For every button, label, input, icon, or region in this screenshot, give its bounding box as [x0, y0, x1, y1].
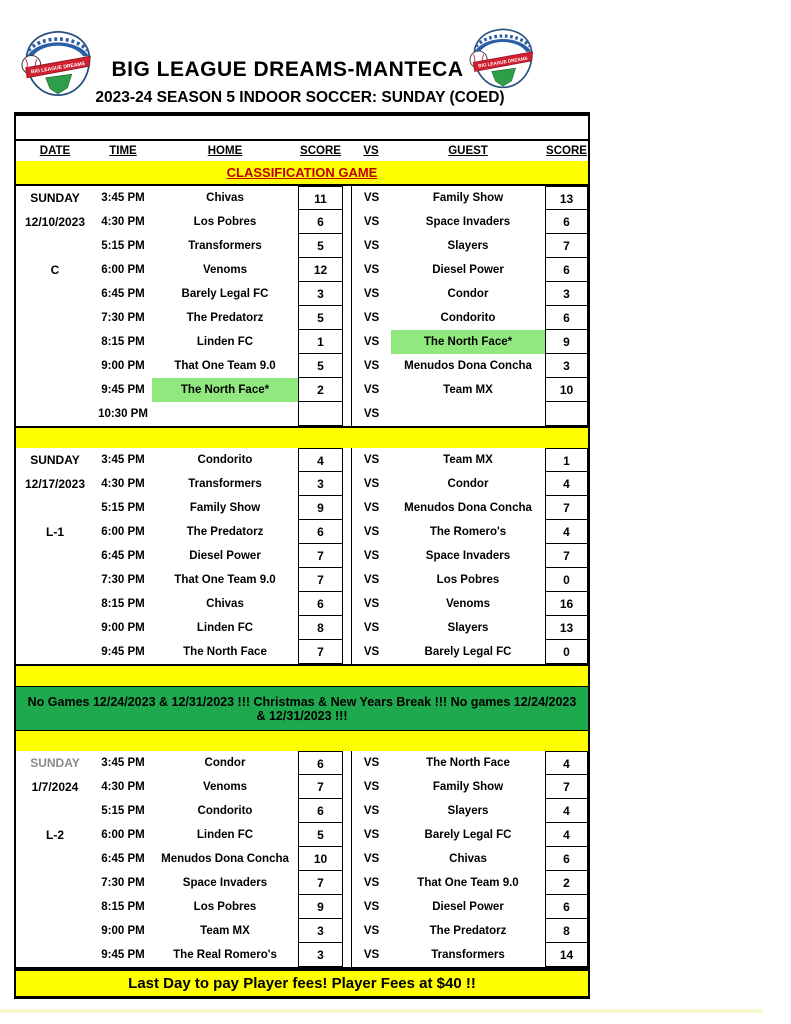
time-cell: 6:00 PM: [101, 264, 145, 276]
guest-team-cell: Diesel Power: [432, 264, 504, 276]
vs-cell: VS: [351, 210, 391, 234]
home-score-box: 11: [298, 186, 343, 210]
home-team-cell: Family Show: [189, 502, 261, 514]
vs-cell: VS: [351, 448, 391, 472]
time-cell: 6:45 PM: [101, 853, 145, 865]
home-score-box: 5: [298, 234, 343, 258]
home-team-cell: Team MX: [200, 925, 250, 937]
guest-team-cell: The North Face*: [391, 330, 545, 354]
home-team-cell: Venoms: [202, 264, 248, 276]
time-cell: 3:45 PM: [101, 757, 145, 769]
game-row: [16, 306, 588, 330]
home-team-cell: Los Pobres: [193, 901, 257, 913]
home-team-cell: Linden FC: [196, 336, 254, 348]
home-score-box: 9: [298, 496, 343, 520]
home-score-box: 7: [298, 871, 343, 895]
guest-score-box: 6: [545, 847, 588, 871]
vs-cell: VS: [351, 568, 391, 592]
game-row: [16, 775, 588, 799]
guest-score-box: 4: [545, 472, 588, 496]
date-cell: [16, 354, 94, 378]
vs-cell: VS: [351, 544, 391, 568]
home-score-box: 9: [298, 895, 343, 919]
home-score-box: 5: [298, 306, 343, 330]
game-row: [16, 823, 588, 847]
column-gap: [343, 210, 351, 234]
home-team-cell: The Real Romero's: [173, 949, 277, 961]
date-cell: [16, 616, 94, 640]
logo-banner-text: BIG LEAGUE DREAMS: [477, 55, 529, 69]
date-cell: [16, 282, 94, 306]
guest-score-box: 8: [545, 919, 588, 943]
column-gap: [343, 919, 351, 943]
guest-team-cell: Menudos Dona Concha: [404, 360, 532, 372]
game-row: [16, 448, 588, 472]
date-cell: [16, 943, 94, 967]
home-team-cell: Linden FC: [196, 622, 254, 634]
col-header-home: HOME: [207, 145, 243, 157]
vs-cell: VS: [351, 775, 391, 799]
vs-cell: VS: [351, 258, 391, 282]
home-team-cell: [152, 402, 298, 426]
guest-score-box: 1: [545, 448, 588, 472]
guest-team-cell: Condor: [447, 478, 489, 490]
home-team-cell: Transformers: [188, 478, 262, 490]
time-cell: 9:00 PM: [101, 360, 145, 372]
page-bottom-strip: [0, 1009, 763, 1013]
game-row: [16, 640, 588, 664]
time-cell: 4:30 PM: [101, 478, 145, 490]
guest-team-cell: Family Show: [432, 781, 504, 793]
guest-score-box: 3: [545, 354, 588, 378]
home-team-cell: Los Pobres: [193, 216, 257, 228]
time-cell: 10:30 PM: [98, 408, 148, 420]
game-row: [16, 847, 588, 871]
time-cell: 5:15 PM: [101, 805, 145, 817]
date-cell: [16, 306, 94, 330]
game-row: [16, 751, 588, 775]
vs-cell: VS: [351, 472, 391, 496]
home-score-box: 12: [298, 258, 343, 282]
round-code-label: L-1: [46, 525, 64, 539]
guest-score-box: 13: [545, 186, 588, 210]
game-row: [16, 234, 588, 258]
vs-cell: VS: [351, 402, 391, 426]
time-cell: 9:45 PM: [101, 949, 145, 961]
column-gap: [343, 282, 351, 306]
column-gap: [343, 306, 351, 330]
date-cell: [16, 568, 94, 592]
week-section-2: [16, 448, 588, 666]
game-row: [16, 186, 588, 210]
holiday-break-banner: No Games 12/24/2023 & 12/31/2023 !!! Christmas & New Years Break !!! No games 12/24/2023 & 12/31/2023 !!!: [16, 686, 588, 731]
vs-cell: VS: [351, 496, 391, 520]
column-header-row: [16, 141, 588, 161]
date-cell: [16, 402, 94, 426]
date-cell: [16, 895, 94, 919]
guest-score-box: 0: [545, 568, 588, 592]
home-score-box: 3: [298, 472, 343, 496]
date-label: 12/17/2023: [24, 477, 86, 491]
guest-team-cell: Barely Legal FC: [424, 829, 512, 841]
guest-score-box: 4: [545, 751, 588, 775]
day-label: SUNDAY: [30, 756, 80, 770]
column-gap: [343, 751, 351, 775]
guest-team-cell: Team MX: [443, 454, 493, 466]
home-score-box: 7: [298, 544, 343, 568]
home-team-cell: That One Team 9.0: [174, 360, 276, 372]
column-gap: [343, 544, 351, 568]
guest-score-box: 10: [545, 378, 588, 402]
guest-team-cell: Space Invaders: [425, 216, 511, 228]
home-score-box: 4: [298, 448, 343, 472]
column-gap: [343, 186, 351, 210]
time-cell: 6:45 PM: [101, 288, 145, 300]
home-team-cell: Space Invaders: [182, 877, 268, 889]
column-gap: [343, 823, 351, 847]
empty-top-row: [16, 116, 588, 141]
column-gap: [343, 234, 351, 258]
home-score-box: 6: [298, 210, 343, 234]
vs-cell: VS: [351, 871, 391, 895]
home-score-box: 5: [298, 823, 343, 847]
column-gap: [343, 847, 351, 871]
home-score-box: 5: [298, 354, 343, 378]
guest-team-cell: Space Invaders: [425, 550, 511, 562]
game-row: [16, 568, 588, 592]
column-gap: [343, 871, 351, 895]
date-cell: [16, 640, 94, 664]
guest-team-cell: Chivas: [449, 853, 487, 865]
home-team-cell: Linden FC: [196, 829, 254, 841]
home-score-box: [298, 402, 343, 426]
vs-cell: VS: [351, 823, 391, 847]
time-cell: 9:45 PM: [101, 646, 145, 658]
round-code-label: L-2: [46, 828, 64, 842]
col-header-time: TIME: [109, 145, 137, 157]
guest-score-box: 6: [545, 210, 588, 234]
day-label: SUNDAY: [30, 453, 80, 467]
home-team-cell: Chivas: [206, 192, 244, 204]
guest-team-cell: Barely Legal FC: [424, 646, 512, 658]
time-cell: 8:15 PM: [101, 336, 145, 348]
time-cell: 7:30 PM: [101, 574, 145, 586]
page-subtitle: 2023-24 SEASON 5 INDOOR SOCCER: SUNDAY (COED): [95, 89, 505, 106]
game-row: [16, 210, 588, 234]
time-cell: 7:30 PM: [101, 312, 145, 324]
time-cell: 4:30 PM: [101, 216, 145, 228]
game-row: [16, 799, 588, 823]
vs-cell: VS: [351, 330, 391, 354]
guest-score-box: 0: [545, 640, 588, 664]
guest-team-cell: Condorito: [440, 312, 496, 324]
guest-score-box: 7: [545, 544, 588, 568]
home-score-box: 3: [298, 282, 343, 306]
time-cell: 8:15 PM: [101, 598, 145, 610]
vs-cell: VS: [351, 592, 391, 616]
column-gap: [343, 799, 351, 823]
col-header-date: DATE: [39, 145, 71, 157]
home-team-cell: Condor: [204, 757, 246, 769]
game-row: [16, 544, 588, 568]
time-cell: 4:30 PM: [101, 781, 145, 793]
home-team-cell: That One Team 9.0: [174, 574, 276, 586]
time-cell: 3:45 PM: [101, 192, 145, 204]
game-row: [16, 871, 588, 895]
home-score-box: 7: [298, 568, 343, 592]
game-row: [16, 616, 588, 640]
date-cell: [16, 799, 94, 823]
guest-team-cell: The Predatorz: [429, 925, 507, 937]
game-row: [16, 354, 588, 378]
time-cell: 7:30 PM: [101, 877, 145, 889]
game-row: [16, 592, 588, 616]
guest-team-cell: Los Pobres: [436, 574, 500, 586]
column-gap: [343, 378, 351, 402]
home-team-cell: Condorito: [197, 805, 253, 817]
vs-cell: VS: [351, 616, 391, 640]
date-cell: [16, 496, 94, 520]
column-gap: [343, 640, 351, 664]
classification-game-banner: CLASSIFICATION GAME: [16, 161, 588, 186]
date-label: 12/10/2023: [24, 215, 86, 229]
date-cell: [16, 847, 94, 871]
schedule-sheet: [14, 112, 590, 999]
time-cell: 9:00 PM: [101, 622, 145, 634]
home-score-box: 10: [298, 847, 343, 871]
column-gap: [343, 775, 351, 799]
column-gap: [343, 568, 351, 592]
column-gap: [343, 472, 351, 496]
vs-cell: VS: [351, 895, 391, 919]
guest-score-box: 4: [545, 520, 588, 544]
home-score-box: 7: [298, 640, 343, 664]
game-row: [16, 919, 588, 943]
game-row: [16, 282, 588, 306]
yellow-separator: [16, 666, 588, 686]
home-score-box: 6: [298, 520, 343, 544]
column-gap: [343, 330, 351, 354]
home-team-cell: Chivas: [206, 598, 244, 610]
home-score-box: 6: [298, 751, 343, 775]
home-team-cell: The North Face: [183, 646, 267, 658]
home-team-cell: Venoms: [202, 781, 248, 793]
day-label: SUNDAY: [30, 191, 80, 205]
guest-team-cell: Transformers: [431, 949, 505, 961]
big-league-dreams-logo: [18, 26, 98, 98]
week-section-3: [16, 751, 588, 969]
home-team-cell: The North Face*: [152, 378, 298, 402]
col-header-vs: VS: [363, 145, 379, 157]
home-team-cell: Condorito: [197, 454, 253, 466]
column-gap: [343, 592, 351, 616]
home-score-box: 1: [298, 330, 343, 354]
logo-banner-text: BIG LEAGUE DREAMS: [30, 60, 86, 76]
week-section-1: [16, 186, 588, 428]
date-cell: [16, 871, 94, 895]
vs-cell: VS: [351, 799, 391, 823]
guest-team-cell: Menudos Dona Concha: [404, 502, 532, 514]
guest-score-box: 7: [545, 775, 588, 799]
date-label: 1/7/2024: [31, 780, 79, 794]
guest-score-box: 4: [545, 823, 588, 847]
guest-score-box: [545, 402, 588, 426]
date-cell: [16, 234, 94, 258]
col-header-guest: GUEST: [448, 145, 488, 157]
guest-team-cell: Family Show: [432, 192, 504, 204]
round-code-label: C: [50, 263, 60, 277]
column-gap: [343, 943, 351, 967]
home-score-box: 3: [298, 943, 343, 967]
column-gap: [343, 520, 351, 544]
time-cell: 8:15 PM: [101, 901, 145, 913]
home-score-box: 6: [298, 799, 343, 823]
guest-score-box: 6: [545, 258, 588, 282]
guest-score-box: 16: [545, 592, 588, 616]
guest-team-cell: Diesel Power: [432, 901, 504, 913]
guest-score-box: 14: [545, 943, 588, 967]
time-cell: 5:15 PM: [101, 502, 145, 514]
vs-cell: VS: [351, 306, 391, 330]
date-cell: [16, 919, 94, 943]
column-gap: [343, 402, 351, 426]
game-row: [16, 895, 588, 919]
yellow-separator: [16, 731, 588, 751]
time-cell: 6:45 PM: [101, 550, 145, 562]
guest-team-cell: Condor: [447, 288, 489, 300]
column-gap: [343, 496, 351, 520]
col-header-score-guest: SCORE: [546, 145, 587, 157]
column-gap: [343, 354, 351, 378]
home-score-box: 3: [298, 919, 343, 943]
vs-cell: VS: [351, 919, 391, 943]
date-cell: [16, 544, 94, 568]
player-fees-banner: Last Day to pay Player fees! Player Fees at $40 !!: [16, 969, 588, 999]
guest-score-box: 13: [545, 616, 588, 640]
guest-team-cell: Slayers: [447, 240, 489, 252]
guest-score-box: 6: [545, 895, 588, 919]
date-cell: [16, 330, 94, 354]
home-score-box: 6: [298, 592, 343, 616]
home-team-cell: Barely Legal FC: [181, 288, 269, 300]
game-row: [16, 402, 588, 426]
guest-score-box: 7: [545, 496, 588, 520]
guest-team-cell: That One Team 9.0: [417, 877, 519, 889]
home-score-box: 8: [298, 616, 343, 640]
guest-score-box: 3: [545, 282, 588, 306]
guest-team-cell: The North Face: [426, 757, 510, 769]
column-gap: [343, 616, 351, 640]
home-team-cell: Menudos Dona Concha: [161, 853, 289, 865]
home-score-box: 2: [298, 378, 343, 402]
guest-score-box: 2: [545, 871, 588, 895]
game-row: [16, 378, 588, 402]
vs-cell: VS: [351, 186, 391, 210]
guest-team-cell: Slayers: [447, 805, 489, 817]
game-row: [16, 496, 588, 520]
date-cell: [16, 378, 94, 402]
guest-team-cell: [391, 402, 545, 426]
guest-score-box: 4: [545, 799, 588, 823]
time-cell: 5:15 PM: [101, 240, 145, 252]
vs-cell: VS: [351, 640, 391, 664]
guest-score-box: 9: [545, 330, 588, 354]
vs-cell: VS: [351, 282, 391, 306]
time-cell: 9:00 PM: [101, 925, 145, 937]
guest-score-box: 7: [545, 234, 588, 258]
col-header-score-home: SCORE: [300, 145, 341, 157]
guest-score-box: 6: [545, 306, 588, 330]
guest-team-cell: Team MX: [443, 384, 493, 396]
game-row: [16, 330, 588, 354]
game-row: [16, 520, 588, 544]
column-gap: [343, 258, 351, 282]
time-cell: 9:45 PM: [101, 384, 145, 396]
guest-team-cell: Slayers: [447, 622, 489, 634]
time-cell: 6:00 PM: [101, 526, 145, 538]
home-score-box: 7: [298, 775, 343, 799]
game-row: [16, 943, 588, 967]
home-team-cell: Transformers: [188, 240, 262, 252]
home-team-cell: The Predatorz: [186, 312, 264, 324]
yellow-separator: [16, 428, 588, 448]
vs-cell: VS: [351, 234, 391, 258]
vs-cell: VS: [351, 520, 391, 544]
game-row: [16, 472, 588, 496]
vs-cell: VS: [351, 751, 391, 775]
date-cell: [16, 592, 94, 616]
home-team-cell: Diesel Power: [189, 550, 261, 562]
page-title: BIG LEAGUE DREAMS-MANTECA: [111, 58, 464, 81]
home-team-cell: The Predatorz: [186, 526, 264, 538]
column-gap: [343, 448, 351, 472]
game-row: [16, 258, 588, 282]
vs-cell: VS: [351, 378, 391, 402]
vs-cell: VS: [351, 943, 391, 967]
column-gap: [343, 895, 351, 919]
guest-team-cell: Venoms: [445, 598, 491, 610]
vs-cell: VS: [351, 847, 391, 871]
time-cell: 6:00 PM: [101, 829, 145, 841]
guest-team-cell: The Romero's: [429, 526, 507, 538]
time-cell: 3:45 PM: [101, 454, 145, 466]
vs-cell: VS: [351, 354, 391, 378]
